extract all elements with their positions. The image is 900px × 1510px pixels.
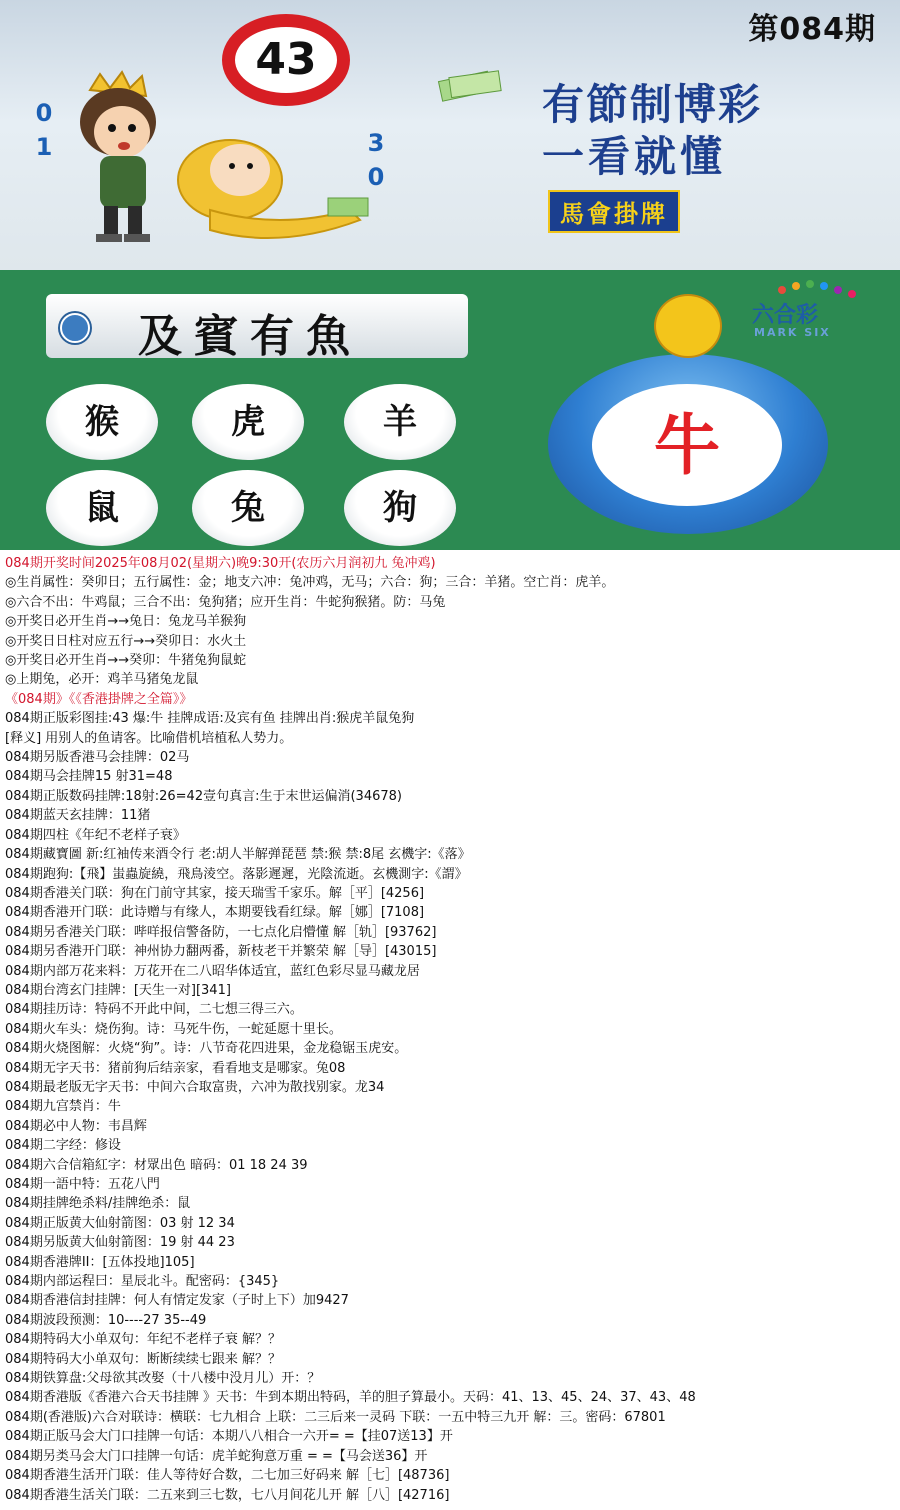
horse-club-tag: 馬會掛牌 [548,190,680,233]
info-line: 084期马会挂牌15 射31=48 [5,769,173,785]
info-line: ◎开奖日日柱对应五行→→癸卯日：水火土 [5,633,247,649]
info-line: 084期二字经：修设 [5,1138,121,1154]
title-bar [46,294,468,362]
money-stack-icon [436,66,506,102]
info-line: 084期波段预测：10----27 35--49 [5,1312,207,1328]
info-line: 084期跑狗:【飛】蚩蟲旋繞，飛鳥淩空。落影遲遲，光陰流逝。玄機測字:《謂》 [5,866,468,882]
info-line: 084期另香港关门联：哔咩报信警备防，一七点化启懵懂 解［轨］[93762] [5,924,437,940]
issue-number: 第084期 [748,12,876,47]
header-banner [0,0,900,270]
info-line: 084期藏寶圖 新:红袖传来酒令行 老:胡人半解弹琵琶 禁:猴 禁:8尾 玄機字:《落》 [5,847,471,863]
info-line: 084期另版黄大仙射箭图：19 射 44 23 [5,1235,235,1251]
info-line: ◎上期兔，必开：鸡羊马猪兔龙鼠 [5,672,199,688]
zodiac-circle: 兔 [192,470,304,546]
info-line: 084期另香港开门联：神州协力翻两番，新枝老干并繁荣 解［导］[43015] [5,944,437,960]
info-text-block [0,554,900,1505]
info-line: 084期火烧图解：火烧“狗”。诗：八节奇花四进果，金龙稳锯玉虎安。 [5,1041,408,1057]
digits-left [34,96,54,164]
info-line: 084期另类马会大门口挂牌一句话：虎羊蛇狗意万重 = =【马会送36】开 [5,1448,428,1464]
info-line: 084期香港生活关门联：二五来到三七数，七八月间花儿开 解［八］[42716] [5,1487,450,1503]
info-line: 084期正版马会大门口挂牌一句话：本期八八相合一六开= =【挂07送13】开 [5,1429,453,1445]
digits-right [366,126,386,194]
info-line: [释义] 用别人的鱼请客。比喻借机培植私人势力。 [5,730,293,746]
mascot-ball-icon [654,294,722,358]
info-line: ◎六合不出：牛鸡鼠；三合不出：兔狗猪；应开生肖：牛蛇狗猴猪。防：马兔 [5,594,446,610]
digit: 3 [367,129,385,157]
idiom-title: 及賓有魚 [138,311,362,362]
info-line: 084期九宫禁肖：牛 [5,1099,121,1115]
lottery-ball [548,354,828,534]
digit: 0 [35,99,53,127]
info-line: 084期特码大小单双句：年纪不老样子衰 解？？ [5,1332,281,1348]
speed-sign-number: 43 [222,14,350,106]
brand-logo: 六合彩 [752,303,819,328]
info-line: 084期火车头：烧伤狗。诗：马死牛伤，一蛇延愿十里长。 [5,1021,342,1037]
info-line: 084期蓝天玄挂牌：11猪 [5,808,151,824]
info-line: 084期(香港版)六合对联诗：横联：七九相合 上联：二三后来一灵码 下联：一五中特三九开 解：三。密码：67801 [5,1409,666,1425]
slogan-line-2: 一看就懂 [542,132,727,181]
info-line: 084期香港关门联：狗在门前守其家，接天瑞雪千家乐。解［平］[4256] [5,885,425,901]
info-line: 084期挂牌绝杀料/挂牌绝杀：鼠 [5,1196,191,1212]
zodiac-circle: 鼠 [46,470,158,546]
info-line: 084期必中人物：韦昌辉 [5,1118,147,1134]
info-line: 084期挂历诗：特码不开此中间，二七想三得三六。 [5,1002,303,1018]
info-line: 084期正版黄大仙射箭图：03 射 12 34 [5,1215,235,1231]
digit: 0 [367,163,385,191]
digit: 1 [35,133,53,161]
info-line: 084期正版数码挂牌:18射:26=42壹句真言:生于末世运偏消(34678) [5,788,402,804]
featured-zodiac: 牛 [592,384,782,506]
info-line: 084期最老版无字天书：中间六合取富贵，六冲为散找别家。龙34 [5,1079,385,1095]
info-line: 084期开奖时间2025年08月02(星期六)晚9:30开(农历六月润初九 兔冲鸡) [5,556,436,571]
info-line: ◎开奖日必开生肖→→兔日：兔龙马羊猴狗 [5,614,247,630]
info-line: 084期内部万花来料：万花开在二八昭华体适宜，蓝红色彩尽显马藏龙居 [5,963,420,979]
zodiac-panel [0,270,900,550]
info-line: 《084期》《《香港掛牌之全篇》》 [5,691,193,707]
info-line: 084期香港生活开门联：佳人等待好合数，二七加三好码来 解［七］[48736] [5,1468,450,1484]
info-line: 084期六合信箱紅字：材眾出色 暗码：01 18 24 39 [5,1157,308,1173]
info-line: 084期香港牌II：[五体投地]105] [5,1254,195,1270]
info-line: ◎生肖属性：癸卯日；五行属性：金；地支六冲：兔冲鸡，无马；六合：狗；三合：羊猪。空亡肖：虎羊。 [5,575,615,591]
brand-subtitle: MARK SIX [754,326,831,339]
slogan-line-1: 有節制博彩 [542,80,763,129]
info-line: 084期一語中特：五花八門 [5,1177,160,1192]
info-line: ◎开奖日必开生肖→→癸卯：牛猪兔狗鼠蛇 [5,653,247,669]
cartoon-characters-illustration [60,70,390,270]
info-line: 084期香港开门联：此诗赠与有缘人，本期要钱看红绿。解［娜］[7108] [5,905,425,921]
coin-icon [60,313,90,343]
info-line: 084期香港版《香港六合天书挂牌 》天书：牛到本期出特码，羊的胆子算最小。天码：41、13、45、24、37、43、48 [5,1390,696,1406]
info-line: 084期铁算盘:父母欲其改娶（十八楼中没月儿）开：？ [5,1371,321,1387]
zodiac-circle: 虎 [192,384,304,460]
zodiac-circle: 猴 [46,384,158,460]
info-line: 084期另版香港马会挂牌：02马 [5,750,190,766]
info-line: 084期特码大小单双句：断断续续七跟来 解？？ [5,1351,281,1367]
zodiac-circle: 狗 [344,470,456,546]
info-line: 084期四柱《年纪不老样子衰》 [5,827,186,843]
info-line: 084期台湾玄门挂牌：[天生一对][341] [5,982,231,998]
brand-dots-icon [772,278,872,298]
zodiac-circle: 羊 [344,384,456,460]
info-line: 084期正版彩图挂:43 爆:牛 挂牌成语:及宾有鱼 挂牌出肖:猴虎羊鼠兔狗 [5,711,415,727]
info-line: 084期香港信封挂牌：何人有情定发家（子时上下）加9427 [5,1293,349,1309]
info-line: 084期内部运程曰：星辰北斗。配密码：{345} [5,1274,280,1290]
info-line: 084期无字天书：猪前狗后结亲家，看看地支是哪家。兔08 [5,1060,346,1076]
